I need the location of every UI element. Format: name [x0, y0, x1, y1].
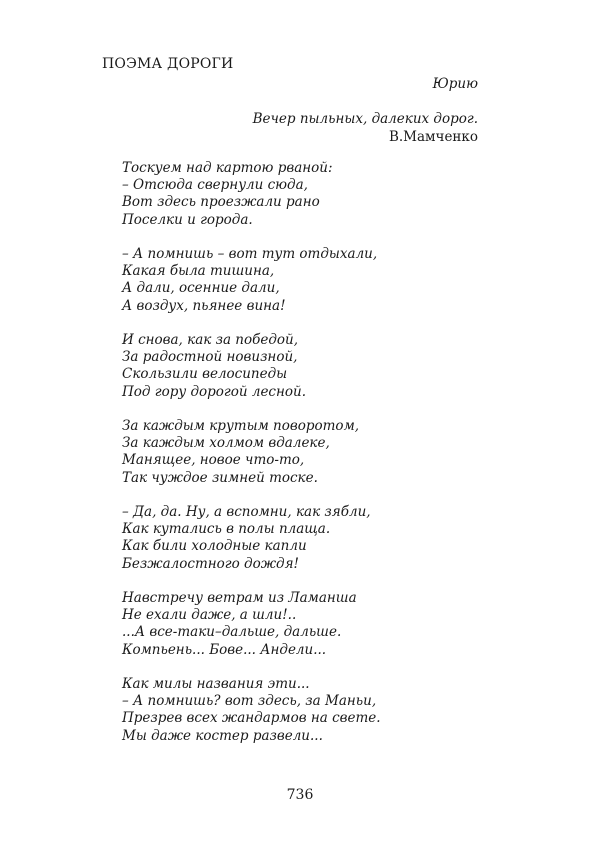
poem-line: За радостной новизной, [122, 349, 298, 366]
stanza-4 [122, 418, 381, 487]
poem-line: Скользили велосипеды [122, 366, 288, 383]
poem-line: Манящее, новое что-то, [122, 452, 305, 469]
poem-line: И снова, как за победой, [122, 332, 299, 348]
poem-line: Вот здесь проезжали рано [122, 194, 320, 211]
poem-line: А дали, осенние дали, [122, 280, 280, 297]
epigraph [253, 110, 478, 146]
page-number: 736 [286, 787, 314, 803]
poem-line: – Да, да. Ну, а вспомни, как зябли, [122, 504, 371, 520]
stanza-5 [122, 504, 381, 573]
poem-line: Безжалостного дождя! [122, 555, 299, 572]
poem-line: – Отсюда свернули сюда, [122, 177, 308, 194]
stanza-1 [122, 160, 381, 229]
dedication: Юрию [432, 76, 478, 92]
poem-line: Презрев всех жандармов на свете. [122, 710, 381, 727]
poem-line: За каждым крутым поворотом, [122, 418, 360, 434]
poem-body [122, 160, 381, 762]
poem-line: Так чуждое зимней тоске. [122, 469, 318, 486]
poem-title: ПОЭМА ДОРОГИ [102, 56, 234, 72]
poem-line: Поселки и города. [122, 211, 253, 228]
poem-line: ...А все-таки–дальше, дальше. [122, 624, 342, 641]
poem-line: А воздух, пьянее вина! [122, 297, 286, 314]
poem-line: Как милы названия эти... [122, 676, 310, 692]
stanza-3 [122, 332, 381, 401]
poem-line: Как били холодные капли [122, 538, 307, 555]
poem-line: Мы даже костер развели... [122, 727, 323, 744]
poem-line: – А помнишь? вот здесь, за Маньи, [122, 693, 377, 710]
epigraph-author: В.Мамченко [388, 129, 478, 145]
poem-line: За каждым холмом вдалеке, [122, 435, 330, 452]
poem-line: Навстречу ветрам из Ламанша [122, 590, 357, 606]
poem-line: Какая была тишина, [122, 263, 275, 280]
poem-line: – А помнишь – вот тут отдыхали, [122, 246, 378, 262]
stanza-6 [122, 590, 381, 659]
poem-line: Не ехали даже, а шли!.. [122, 607, 297, 624]
poem-line: Как кутались в полы плаща. [122, 521, 331, 538]
stanza-7 [122, 676, 381, 745]
poem-line: Под гору дорогой лесной. [122, 383, 307, 400]
poem-line: Компьень... Бове... Андели... [122, 641, 327, 658]
epigraph-quote: Вечер пыльных, далеких дорог. [252, 111, 478, 127]
poem-line: Тоскуем над картою рваной: [122, 160, 333, 176]
stanza-2 [122, 246, 381, 315]
